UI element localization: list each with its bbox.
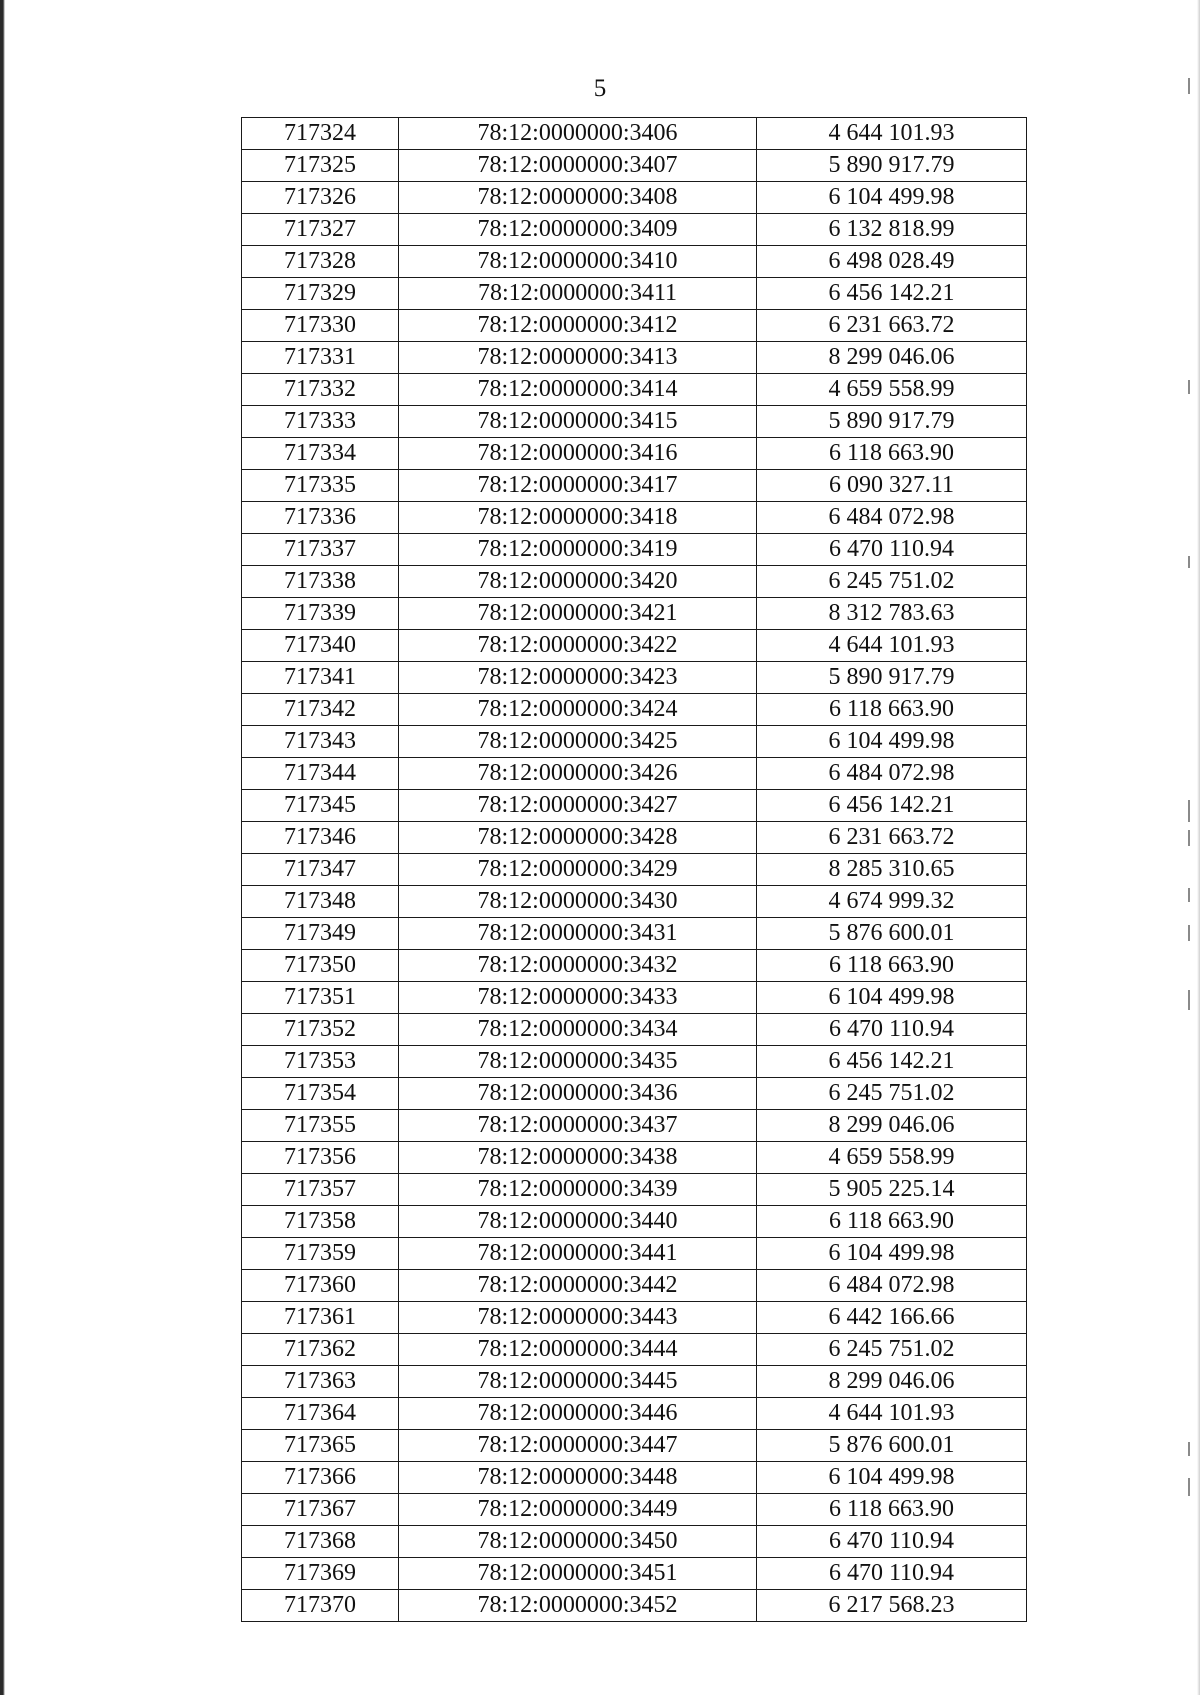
cadastral-number-cell: 78:12:0000000:3409 bbox=[399, 214, 757, 246]
record-number-cell: 717369 bbox=[242, 1558, 399, 1590]
record-number-cell: 717339 bbox=[242, 598, 399, 630]
value-cell: 6 104 499.98 bbox=[757, 982, 1027, 1014]
value-cell: 6 104 499.98 bbox=[757, 1462, 1027, 1494]
cadastral-number-cell: 78:12:0000000:3446 bbox=[399, 1398, 757, 1430]
table-row bbox=[242, 150, 1027, 182]
record-number-cell: 717332 bbox=[242, 374, 399, 406]
table-row bbox=[242, 758, 1027, 790]
scan-mark bbox=[1188, 556, 1190, 568]
table-row bbox=[242, 246, 1027, 278]
registry-table bbox=[241, 117, 1027, 1622]
record-number-cell: 717366 bbox=[242, 1462, 399, 1494]
cadastral-number-cell: 78:12:0000000:3448 bbox=[399, 1462, 757, 1494]
record-number-cell: 717325 bbox=[242, 150, 399, 182]
table-row bbox=[242, 726, 1027, 758]
value-cell: 6 470 110.94 bbox=[757, 1558, 1027, 1590]
scan-mark bbox=[1188, 925, 1190, 941]
value-cell: 6 470 110.94 bbox=[757, 1526, 1027, 1558]
value-cell: 6 118 663.90 bbox=[757, 950, 1027, 982]
value-cell: 6 104 499.98 bbox=[757, 726, 1027, 758]
record-number-cell: 717356 bbox=[242, 1142, 399, 1174]
cadastral-number-cell: 78:12:0000000:3434 bbox=[399, 1014, 757, 1046]
table-row bbox=[242, 438, 1027, 470]
value-cell: 5 890 917.79 bbox=[757, 406, 1027, 438]
cadastral-number-cell: 78:12:0000000:3413 bbox=[399, 342, 757, 374]
table-row bbox=[242, 1558, 1027, 1590]
cadastral-number-cell: 78:12:0000000:3411 bbox=[399, 278, 757, 310]
scan-mark bbox=[1188, 800, 1190, 822]
record-number-cell: 717329 bbox=[242, 278, 399, 310]
record-number-cell: 717348 bbox=[242, 886, 399, 918]
table-row bbox=[242, 310, 1027, 342]
cadastral-number-cell: 78:12:0000000:3435 bbox=[399, 1046, 757, 1078]
record-number-cell: 717345 bbox=[242, 790, 399, 822]
value-cell: 8 312 783.63 bbox=[757, 598, 1027, 630]
value-cell: 6 484 072.98 bbox=[757, 758, 1027, 790]
value-cell: 6 484 072.98 bbox=[757, 502, 1027, 534]
page-number: 5 bbox=[593, 75, 607, 102]
cadastral-number-cell: 78:12:0000000:3418 bbox=[399, 502, 757, 534]
value-cell: 6 245 751.02 bbox=[757, 566, 1027, 598]
cadastral-number-cell: 78:12:0000000:3416 bbox=[399, 438, 757, 470]
value-cell: 5 876 600.01 bbox=[757, 918, 1027, 950]
value-cell: 4 659 558.99 bbox=[757, 1142, 1027, 1174]
scan-mark bbox=[1188, 990, 1190, 1010]
value-cell: 6 090 327.11 bbox=[757, 470, 1027, 502]
cadastral-number-cell: 78:12:0000000:3426 bbox=[399, 758, 757, 790]
cadastral-number-cell: 78:12:0000000:3441 bbox=[399, 1238, 757, 1270]
table-row bbox=[242, 214, 1027, 246]
cadastral-number-cell: 78:12:0000000:3430 bbox=[399, 886, 757, 918]
table-row bbox=[242, 1590, 1027, 1622]
cadastral-number-cell: 78:12:0000000:3412 bbox=[399, 310, 757, 342]
record-number-cell: 717341 bbox=[242, 662, 399, 694]
value-cell: 4 644 101.93 bbox=[757, 630, 1027, 662]
table-row bbox=[242, 1078, 1027, 1110]
value-cell: 6 217 568.23 bbox=[757, 1590, 1027, 1622]
table-row bbox=[242, 662, 1027, 694]
cadastral-number-cell: 78:12:0000000:3419 bbox=[399, 534, 757, 566]
value-cell: 4 659 558.99 bbox=[757, 374, 1027, 406]
cadastral-number-cell: 78:12:0000000:3449 bbox=[399, 1494, 757, 1526]
record-number-cell: 717360 bbox=[242, 1270, 399, 1302]
value-cell: 6 118 663.90 bbox=[757, 438, 1027, 470]
table-row bbox=[242, 598, 1027, 630]
value-cell: 6 245 751.02 bbox=[757, 1334, 1027, 1366]
record-number-cell: 717343 bbox=[242, 726, 399, 758]
record-number-cell: 717351 bbox=[242, 982, 399, 1014]
cadastral-number-cell: 78:12:0000000:3428 bbox=[399, 822, 757, 854]
cadastral-number-cell: 78:12:0000000:3425 bbox=[399, 726, 757, 758]
table-body bbox=[242, 118, 1027, 1622]
cadastral-number-cell: 78:12:0000000:3422 bbox=[399, 630, 757, 662]
table-row bbox=[242, 918, 1027, 950]
cadastral-number-cell: 78:12:0000000:3407 bbox=[399, 150, 757, 182]
table-row bbox=[242, 342, 1027, 374]
record-number-cell: 717342 bbox=[242, 694, 399, 726]
table-row bbox=[242, 1526, 1027, 1558]
value-cell: 6 470 110.94 bbox=[757, 534, 1027, 566]
record-number-cell: 717353 bbox=[242, 1046, 399, 1078]
record-number-cell: 717336 bbox=[242, 502, 399, 534]
table-row bbox=[242, 1270, 1027, 1302]
record-number-cell: 717350 bbox=[242, 950, 399, 982]
cadastral-number-cell: 78:12:0000000:3450 bbox=[399, 1526, 757, 1558]
record-number-cell: 717344 bbox=[242, 758, 399, 790]
record-number-cell: 717327 bbox=[242, 214, 399, 246]
value-cell: 6 456 142.21 bbox=[757, 1046, 1027, 1078]
value-cell: 6 132 818.99 bbox=[757, 214, 1027, 246]
value-cell: 6 456 142.21 bbox=[757, 790, 1027, 822]
cadastral-number-cell: 78:12:0000000:3420 bbox=[399, 566, 757, 598]
cadastral-number-cell: 78:12:0000000:3421 bbox=[399, 598, 757, 630]
cadastral-number-cell: 78:12:0000000:3429 bbox=[399, 854, 757, 886]
table-row bbox=[242, 1398, 1027, 1430]
cadastral-number-cell: 78:12:0000000:3408 bbox=[399, 182, 757, 214]
record-number-cell: 717338 bbox=[242, 566, 399, 598]
table-row bbox=[242, 1110, 1027, 1142]
record-number-cell: 717333 bbox=[242, 406, 399, 438]
value-cell: 6 231 663.72 bbox=[757, 310, 1027, 342]
scan-mark bbox=[1188, 830, 1190, 846]
record-number-cell: 717361 bbox=[242, 1302, 399, 1334]
table-row bbox=[242, 1462, 1027, 1494]
record-number-cell: 717337 bbox=[242, 534, 399, 566]
value-cell: 6 104 499.98 bbox=[757, 182, 1027, 214]
cadastral-number-cell: 78:12:0000000:3440 bbox=[399, 1206, 757, 1238]
cadastral-number-cell: 78:12:0000000:3415 bbox=[399, 406, 757, 438]
table-row bbox=[242, 182, 1027, 214]
table-row bbox=[242, 1174, 1027, 1206]
cadastral-number-cell: 78:12:0000000:3431 bbox=[399, 918, 757, 950]
table-row bbox=[242, 822, 1027, 854]
record-number-cell: 717354 bbox=[242, 1078, 399, 1110]
table-row bbox=[242, 1206, 1027, 1238]
cadastral-number-cell: 78:12:0000000:3427 bbox=[399, 790, 757, 822]
scan-mark bbox=[1188, 1442, 1190, 1456]
value-cell: 6 231 663.72 bbox=[757, 822, 1027, 854]
value-cell: 4 644 101.93 bbox=[757, 1398, 1027, 1430]
table-row bbox=[242, 278, 1027, 310]
table-row bbox=[242, 790, 1027, 822]
table-row bbox=[242, 1494, 1027, 1526]
cadastral-number-cell: 78:12:0000000:3436 bbox=[399, 1078, 757, 1110]
cadastral-number-cell: 78:12:0000000:3444 bbox=[399, 1334, 757, 1366]
record-number-cell: 717368 bbox=[242, 1526, 399, 1558]
value-cell: 8 299 046.06 bbox=[757, 342, 1027, 374]
value-cell: 5 876 600.01 bbox=[757, 1430, 1027, 1462]
cadastral-number-cell: 78:12:0000000:3439 bbox=[399, 1174, 757, 1206]
cadastral-number-cell: 78:12:0000000:3447 bbox=[399, 1430, 757, 1462]
table-row bbox=[242, 406, 1027, 438]
value-cell: 8 299 046.06 bbox=[757, 1366, 1027, 1398]
table-row bbox=[242, 1430, 1027, 1462]
scan-mark bbox=[1188, 380, 1190, 394]
record-number-cell: 717358 bbox=[242, 1206, 399, 1238]
record-number-cell: 717335 bbox=[242, 470, 399, 502]
value-cell: 6 498 028.49 bbox=[757, 246, 1027, 278]
record-number-cell: 717352 bbox=[242, 1014, 399, 1046]
value-cell: 4 644 101.93 bbox=[757, 118, 1027, 150]
cadastral-number-cell: 78:12:0000000:3445 bbox=[399, 1366, 757, 1398]
cadastral-number-cell: 78:12:0000000:3452 bbox=[399, 1590, 757, 1622]
cadastral-number-cell: 78:12:0000000:3423 bbox=[399, 662, 757, 694]
record-number-cell: 717340 bbox=[242, 630, 399, 662]
record-number-cell: 717363 bbox=[242, 1366, 399, 1398]
table-row bbox=[242, 1238, 1027, 1270]
table-row bbox=[242, 950, 1027, 982]
value-cell: 6 104 499.98 bbox=[757, 1238, 1027, 1270]
record-number-cell: 717330 bbox=[242, 310, 399, 342]
table-row bbox=[242, 1046, 1027, 1078]
cadastral-number-cell: 78:12:0000000:3432 bbox=[399, 950, 757, 982]
record-number-cell: 717355 bbox=[242, 1110, 399, 1142]
value-cell: 6 118 663.90 bbox=[757, 694, 1027, 726]
value-cell: 6 470 110.94 bbox=[757, 1014, 1027, 1046]
record-number-cell: 717359 bbox=[242, 1238, 399, 1270]
cadastral-number-cell: 78:12:0000000:3443 bbox=[399, 1302, 757, 1334]
cadastral-number-cell: 78:12:0000000:3414 bbox=[399, 374, 757, 406]
value-cell: 6 245 751.02 bbox=[757, 1078, 1027, 1110]
value-cell: 8 299 046.06 bbox=[757, 1110, 1027, 1142]
cadastral-number-cell: 78:12:0000000:3410 bbox=[399, 246, 757, 278]
record-number-cell: 717370 bbox=[242, 1590, 399, 1622]
record-number-cell: 717334 bbox=[242, 438, 399, 470]
table-row bbox=[242, 630, 1027, 662]
record-number-cell: 717362 bbox=[242, 1334, 399, 1366]
record-number-cell: 717331 bbox=[242, 342, 399, 374]
cadastral-number-cell: 78:12:0000000:3437 bbox=[399, 1110, 757, 1142]
value-cell: 5 890 917.79 bbox=[757, 662, 1027, 694]
table-row bbox=[242, 470, 1027, 502]
table-row bbox=[242, 694, 1027, 726]
record-number-cell: 717367 bbox=[242, 1494, 399, 1526]
scan-mark bbox=[1188, 1478, 1190, 1496]
cadastral-number-cell: 78:12:0000000:3438 bbox=[399, 1142, 757, 1174]
record-number-cell: 717349 bbox=[242, 918, 399, 950]
value-cell: 6 118 663.90 bbox=[757, 1206, 1027, 1238]
table-row bbox=[242, 534, 1027, 566]
record-number-cell: 717357 bbox=[242, 1174, 399, 1206]
cadastral-number-cell: 78:12:0000000:3424 bbox=[399, 694, 757, 726]
value-cell: 5 890 917.79 bbox=[757, 150, 1027, 182]
table-row bbox=[242, 854, 1027, 886]
value-cell: 8 285 310.65 bbox=[757, 854, 1027, 886]
table-row bbox=[242, 982, 1027, 1014]
table-row bbox=[242, 1366, 1027, 1398]
record-number-cell: 717364 bbox=[242, 1398, 399, 1430]
record-number-cell: 717324 bbox=[242, 118, 399, 150]
cadastral-number-cell: 78:12:0000000:3433 bbox=[399, 982, 757, 1014]
record-number-cell: 717328 bbox=[242, 246, 399, 278]
value-cell: 6 456 142.21 bbox=[757, 278, 1027, 310]
table-row bbox=[242, 1334, 1027, 1366]
record-number-cell: 717365 bbox=[242, 1430, 399, 1462]
value-cell: 6 118 663.90 bbox=[757, 1494, 1027, 1526]
cadastral-number-cell: 78:12:0000000:3406 bbox=[399, 118, 757, 150]
value-cell: 6 442 166.66 bbox=[757, 1302, 1027, 1334]
record-number-cell: 717326 bbox=[242, 182, 399, 214]
cadastral-number-cell: 78:12:0000000:3417 bbox=[399, 470, 757, 502]
table-row bbox=[242, 1142, 1027, 1174]
value-cell: 5 905 225.14 bbox=[757, 1174, 1027, 1206]
cadastral-number-cell: 78:12:0000000:3451 bbox=[399, 1558, 757, 1590]
scan-mark bbox=[1188, 888, 1190, 902]
value-cell: 6 484 072.98 bbox=[757, 1270, 1027, 1302]
cadastral-number-cell: 78:12:0000000:3442 bbox=[399, 1270, 757, 1302]
record-number-cell: 717346 bbox=[242, 822, 399, 854]
table-row bbox=[242, 1302, 1027, 1334]
table-row bbox=[242, 1014, 1027, 1046]
table-row bbox=[242, 566, 1027, 598]
table-row bbox=[242, 502, 1027, 534]
record-number-cell: 717347 bbox=[242, 854, 399, 886]
value-cell: 4 674 999.32 bbox=[757, 886, 1027, 918]
scan-left-edge bbox=[0, 0, 5, 1695]
table-row bbox=[242, 118, 1027, 150]
table-row bbox=[242, 374, 1027, 406]
table-row bbox=[242, 886, 1027, 918]
